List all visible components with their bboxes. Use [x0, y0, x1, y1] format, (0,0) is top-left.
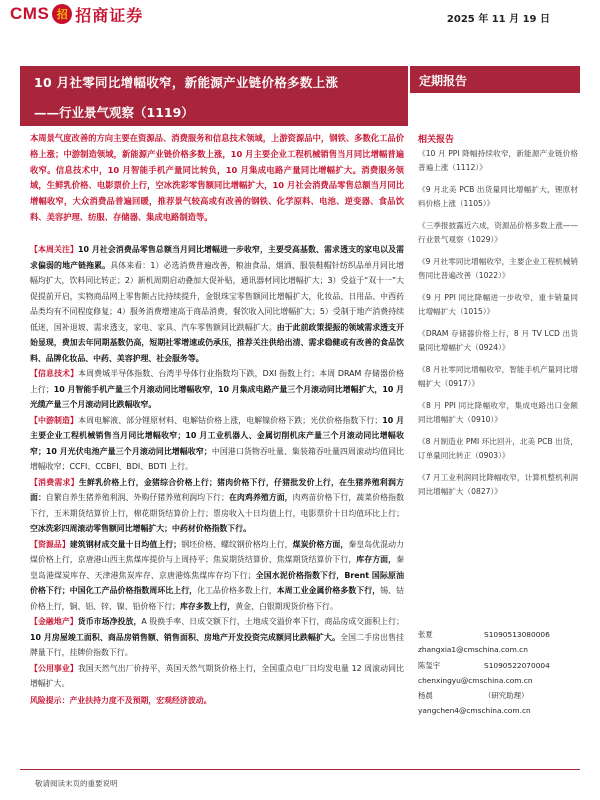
page-header [0, 0, 600, 58]
emphasis-text: 生鲜乳价格上行，金猪综合价格上行；猪肉价格下行，仔猪批发价上行，在生猪养殖利润方面： [30, 477, 404, 502]
emphasis-text: 本周工业金属价格多数下行， [276, 586, 381, 595]
analyst-name: 陈玺宇 [418, 660, 441, 670]
emphasis-text: 中药材价格指数下行。 [172, 524, 251, 533]
analyst-row [418, 688, 578, 703]
body-text: 本周电解液、部分锂原材料、电解钴价格上涨，电解镍价格下跌；光伏价格指数下行； [78, 415, 383, 425]
report-type-label: 定期报告 [419, 74, 468, 88]
related-report-link[interactable]: 《DRAM 存储器价格上行，8 月 TV LCD 出货量同比增幅扩大（0924）》 [418, 329, 578, 352]
body-paragraph [30, 242, 404, 366]
report-date: 2025 年 11 月 19 日 [446, 14, 550, 25]
emphasis-text: 库存多数上行， [179, 601, 236, 611]
emphasis-text: 煤炭价格方面， [292, 539, 349, 549]
related-report-link[interactable]: 《8 月 PPI 同比降幅收窄，集成电路出口金额同比增幅扩大（0910）》 [418, 401, 578, 424]
analyst-row [418, 627, 578, 642]
analyst-id: S1090513080006 [484, 630, 550, 639]
body-text: 本周费城半导体指数、台湾半导体行业指数均下跌，DXI 指数上行；本周 DRAM 存储器价格上行； [30, 369, 404, 394]
related-reports-heading: 相关报告 [418, 135, 455, 145]
body-paragraph [30, 366, 404, 413]
analyst-email-link[interactable]: yangchen4@cmschina.com.cn [418, 706, 531, 716]
report-type-banner [410, 66, 580, 93]
body-paragraph [30, 661, 404, 692]
report-title: 10 月社零同比增幅收窄，新能源产业链价格多数上涨 [34, 75, 339, 90]
body-text: 秦皇岛优混动力煤价格上行，京唐港山西主焦煤库提价与上周持平；焦炭期货结算价、焦煤期货结算价下行， [30, 539, 404, 564]
section-tag: 【信息技术】 [30, 369, 79, 378]
body-text: 秦皇岛港煤炭库存、天津港焦炭库存、京唐港炼焦煤库存均下行； [30, 555, 404, 580]
section-tag: 【金融地产】 [30, 617, 78, 626]
section-tag: 【公用事业】 [30, 663, 78, 673]
related-reports-sidebar [418, 132, 578, 507]
body-text: A 股换手率、日成交额下行，土地成交溢价率下行，商品房成交面积上行； [141, 617, 404, 626]
body-paragraph [30, 537, 404, 615]
body-paragraph [30, 475, 404, 537]
section-tag: 【本周关注】 [30, 245, 79, 254]
emphasis-text: 10 月社会消费品零售总额当月同比增幅进一步收窄，主要受高基数、需求透支的家电以及需求偏弱的地产链拖累。 [30, 245, 404, 270]
related-report-link[interactable]: 《8 月社零同比增幅收窄，智能手机产量同比增幅扩大（0917）》 [418, 365, 578, 388]
related-report-link[interactable]: 《9 月北美 PCB 出货量同比增幅扩大，锂原材料价格上涨（1105）》 [418, 185, 578, 208]
emphasis-text: 10 月房屋竣工面积、商品房销售额、销售面积、房地产开发投资完成额同比跌幅扩大。 [30, 632, 341, 642]
related-report-link[interactable]: 《8 月制造业 PMI 环比回升，北美 PCB 出货，订单量同比转正（0903）》 [418, 437, 578, 460]
report-subtitle: ——行业景气观察（1119） [34, 105, 194, 120]
body-text: 肉鸡苗价格下行，蔬菜价格指数下行，玉米期货结算价上行，棉花期货结算价上行；票房收入十日均值上行，电影票价十日均值环比上行； [30, 493, 404, 518]
emphasis-text: 建筑钢材成交量十日均值上行； [69, 539, 182, 549]
title-banner [20, 66, 408, 126]
footer-note: 敬请阅读末页的重要说明 [35, 779, 118, 788]
brand-logo[interactable] [10, 2, 143, 26]
body-text: 锡、钴价格上行，铜、铝、锌、镍、铅价格下行； [30, 586, 404, 611]
body-text: 化工品价格多数上行， [197, 586, 277, 595]
logo-chinese: 招商证券 [75, 5, 144, 25]
section-tag: 【中游制造】 [30, 415, 79, 425]
body-text: 我国天然气出厂价持平，英国天然气期货价格上行，全国重点电厂日均发电量 12 周滚动同比增幅扩大。 [30, 663, 404, 688]
emphasis-text: 库存方面， [356, 555, 397, 564]
emphasis-text: 10 月主要企业工程机械销售当月同比增幅收窄；10 月工业机器人、金属切削机床产量三个月滚动同比增幅收窄；10 月光伏电池产量三个月滚动同比增幅收窄； [30, 415, 404, 456]
emphasis-text: 10 月智能手机产量三个月滚动同比增幅收窄，10 月集成电路产量三个月滚动同比增幅扩大，10 月光缆产量三个月滚动同比跌幅收窄。 [30, 384, 404, 409]
analyst-email-link[interactable]: zhangxia1@cmschina.com.cn [418, 645, 528, 655]
analyst-email-link[interactable]: chenxingyu@cmschina.com.cn [418, 675, 533, 685]
body-text: 黄金、白银期现货价格下行。 [235, 601, 338, 611]
risk-warning: 风险提示：产业扶持力度不及预期，宏观经济波动。 [30, 695, 212, 705]
body-text: 全国二手房出售挂牌量下行，挂牌价指数下行。 [30, 632, 404, 657]
emphasis-text: 在肉鸡养殖方面， [228, 493, 293, 502]
body-paragraph [30, 614, 404, 661]
analyst-row [418, 658, 578, 673]
emphasis-text: 货币市场净投放， [77, 617, 142, 626]
emphasis-text: 由于此前政策提振的领域需求透支开始显现，费加去年同期基数仍高，短期社零增速或仍承压，推荐关注供给出清、需求稳健或有改善的食品饮料、品牌化妆品、中药、美容护理、社会服务等。 [30, 322, 404, 363]
emphasis-text: 全国水泥价格指数下行，Brent 国际原油价格下行；中国化工产品价格指数周环比上行， [30, 570, 404, 595]
body-text: 具体来看：1）必选消费普遍改善，粮油食品、烟酒、服装鞋帽针纺织品单月同比增幅均扩大，饮料同比转正；2）新机周期启动叠加大促补贴，通讯器材同比增幅扩大；3）受益于“双十一”大促提前开启，实物商品网上零售额占比持续提升，金银珠宝零售额同比增幅扩大，化妆品、日用品、中西药品类均有不同程度修复；4）服务消费增速高于商品消费，餐饮收入同比增幅扩大；5）受制于地产消费持续低迷，国补退坡、需求透支，家电、家具、汽车零售额同比跌幅扩大。 [30, 260, 404, 332]
analyst-name: 杨晨 [418, 691, 433, 701]
related-report-link[interactable]: 《7 月工业利润同比降幅收窄，计算机整机利润同比增幅扩大（0827）》 [418, 473, 578, 496]
analyst-list [418, 627, 578, 719]
section-tag: 【消费需求】 [30, 477, 79, 487]
logo-mark-icon: 招 [52, 4, 72, 24]
logo-english: CMS [10, 4, 50, 23]
analyst-id: S1090522070004 [484, 660, 550, 670]
body-text: 钢坯价格、螺纹钢价格均上行， [181, 539, 293, 549]
body-paragraphs [30, 242, 404, 708]
section-tag: 【资源品】 [30, 539, 70, 549]
related-report-link[interactable]: 《三季报披露近六成，资源品价格多数上涨——行业景气观察（1029）》 [418, 221, 578, 244]
footer-divider [20, 769, 580, 770]
analyst-id: （研究助理） [484, 691, 529, 701]
body-text: 中国港口货物吞吐量、集装箱吞吐量四周滚动均值同比增幅收窄；CCFI、CCBFI、BDI、BDTI 上行。 [30, 446, 404, 471]
related-report-link[interactable]: 《10 月 PPI 降幅持续收窄，新能源产业链价格普遍上涨（1112）》 [418, 149, 578, 172]
body-paragraph [30, 413, 404, 475]
summary-paragraph: 本周景气度改善的方向主要在资源品、消费服务和信息技术领域，上游资源品中，钢铁、多数化工品价格上涨；中游制造领域，新能源产业链价格多数上涨，10 月主要企业工程机械销售当月同比增幅普遍收窄。信息技术中，10 月智能手机产量同比转负，10 月集成电路产量同比增幅扩大。消费服务领域，生鲜乳价格、电影票价上行，空冰洗彩零售额同比增幅扩大，10 月社会消费品零售总额当月同比增幅收窄，大众消费品普遍回暖，推荐景气较高或有改善的钢铁、化学原料、电池、逆变器、食品饮料、美容护理、纺服、存储器、集成电路制造等。 [30, 133, 404, 222]
related-report-link[interactable]: 《9 月 PPI 同比降幅进一步收窄，重卡销量同比增幅扩大（1015）》 [418, 293, 578, 316]
analyst-name: 张夏 [418, 630, 433, 639]
body-text: 自繁自养生猪养殖利润、外购仔猪养殖利润均下行； [45, 493, 229, 502]
related-report-link[interactable]: 《9 月社零同比增幅收窄，主要企业工程机械销售同比普遍改善（1022）》 [418, 257, 578, 280]
emphasis-text: 空冰洗彩四周滚动零售额同比增幅扩大； [30, 524, 173, 533]
related-reports-list [418, 147, 578, 498]
